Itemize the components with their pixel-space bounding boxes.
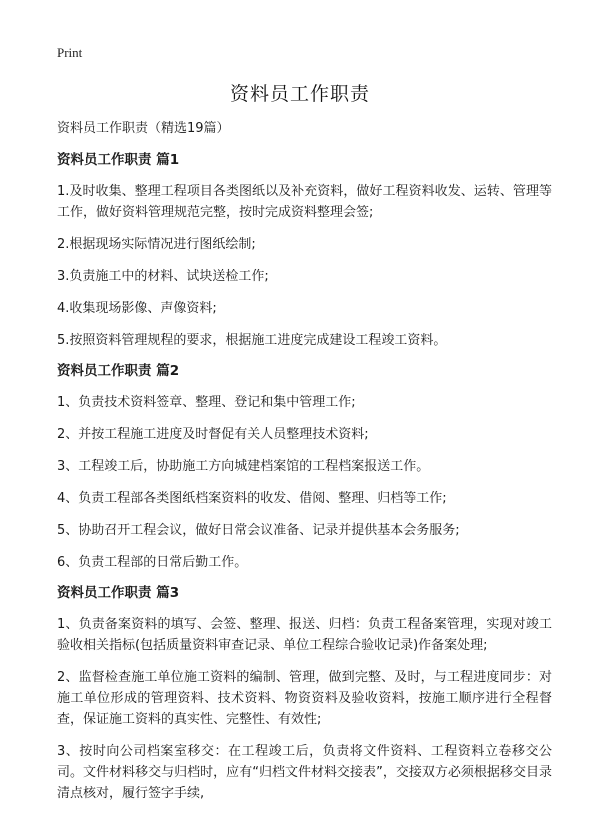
list-item: 6、负责工程部的日常后勤工作。 — [57, 555, 248, 570]
list-item: 2、监督检查施工单位施工资料的编制、管理，做到完整、及时，与工程进度同步：对施工单位形成的管理资料、技术资料、物资资料及验收资料，按施工顺序进行全程督查，保证施工资料的真实性、完整性、有效性; — [57, 670, 552, 727]
print-label: Print — [57, 45, 83, 60]
list-item: 1.及时收集、整理工程项目各类图纸以及补充资料，做好工程资料收发、运转、管理等工作，做好资料管理规范完整，按时完成资料整理会签; — [57, 184, 552, 220]
list-item: 3.负责施工中的材料、试块送检工作; — [57, 269, 269, 284]
document-title: 资料员工作职责 — [229, 83, 370, 105]
list-item: 5、协助召开工程会议，做好日常会议准备、记录并提供基本会务服务; — [57, 523, 460, 538]
list-item: 3、按时向公司档案室移交：在工程竣工后，负责将文件资料、工程资料立卷移交公司。文件材料移交与归档时，应有“归档文件材料交接表”，交接双方必须根据移交目录清点核对，履行签字手续, — [57, 744, 552, 801]
list-item: 1、负责技术资料签章、整理、登记和集中管理工作; — [57, 395, 356, 410]
section-2 — [57, 362, 552, 573]
list-item: 2、并按工程施工进度及时督促有关人员整理技术资料; — [57, 427, 369, 442]
section-1 — [57, 151, 552, 351]
section-heading: 资料员工作职责 篇1 — [57, 152, 180, 168]
list-item: 3、工程竣工后，协助施工方向城建档案馆的工程档案报送工作。 — [57, 459, 430, 474]
section-heading: 资料员工作职责 篇2 — [57, 363, 180, 379]
section-heading: 资料员工作职责 篇3 — [57, 585, 180, 601]
document-subtitle: 资料员工作职责（精选19篇） — [57, 121, 230, 136]
list-item: 4.收集现场影像、声像资料; — [57, 301, 217, 316]
list-item: 4、负责工程部各类图纸档案资料的收发、借阅、整理、归档等工作; — [57, 491, 447, 506]
document-body — [57, 120, 552, 815]
section-3 — [57, 584, 552, 804]
list-item: 1、负责备案资料的填写、会签、整理、报送、归档：负责工程备案管理，实现对竣工验收相关指标(包括质量资料审查记录、单位工程综合验收记录)作备案处理; — [57, 617, 552, 653]
list-item: 5.按照资料管理规程的要求，根据施工进度完成建设工程竣工资料。 — [57, 333, 447, 348]
list-item: 2.根据现场实际情况进行图纸绘制; — [57, 237, 256, 252]
